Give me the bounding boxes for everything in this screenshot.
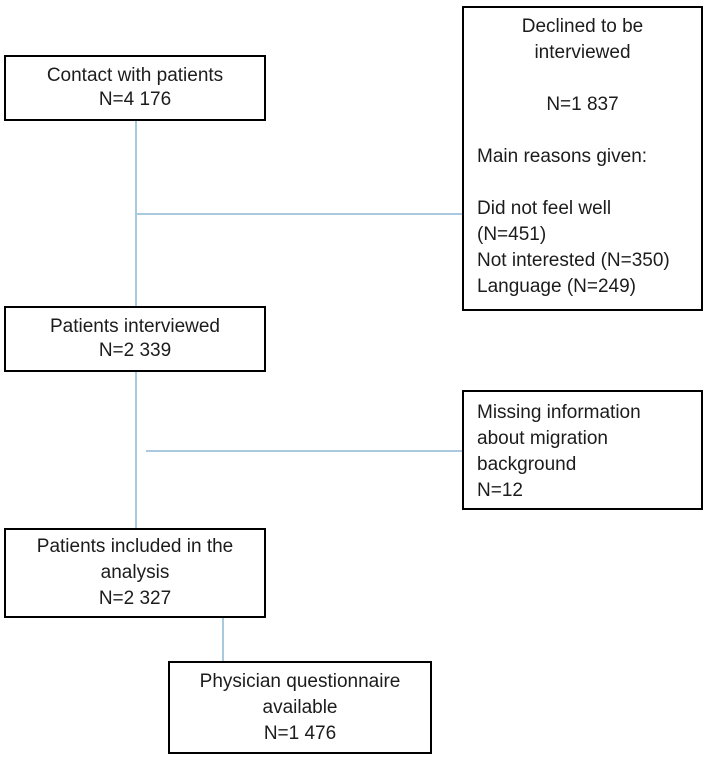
connector-interviewed-to-included: [135, 372, 137, 528]
physician-label-line1: Physician questionnaire: [199, 670, 401, 692]
included-box: [4, 528, 266, 618]
declined-reasons-heading: Main reasons given:: [477, 146, 648, 167]
missing-count: N=12: [477, 480, 523, 501]
interviewed-count: N=2 339: [98, 340, 172, 361]
contact-label: Contact with patients: [46, 65, 224, 86]
declined-reason-3: Language (N=249): [477, 276, 636, 297]
declined-reason-1-line2: (N=451): [477, 224, 547, 245]
contact-count: N=4 176: [98, 89, 172, 110]
declined-label-line1: Declined to be: [521, 16, 644, 37]
missing-info-box: [462, 390, 703, 510]
declined-reason-2: Not interested (N=350): [477, 250, 670, 271]
physician-count: N=1 476: [263, 722, 337, 744]
included-label-line1: Patients included in the: [36, 536, 234, 557]
interviewed-label: Patients interviewed: [49, 316, 221, 337]
physician-label-line2: available: [262, 696, 338, 718]
spacer: [477, 66, 688, 92]
missing-label-line1: Missing information: [477, 402, 641, 423]
declined-count: N=1 837: [546, 94, 619, 115]
included-label-line2: analysis: [100, 562, 170, 583]
physician-questionnaire-box: [168, 661, 432, 754]
spacer: [477, 170, 688, 196]
included-count: N=2 327: [98, 588, 172, 609]
connector-included-to-physician: [222, 618, 224, 661]
interviewed-box: [4, 306, 266, 372]
connector-branch-to-declined: [135, 213, 462, 215]
connector-branch-to-missing: [146, 450, 462, 452]
declined-label-line2: interviewed: [534, 42, 631, 63]
contact-box: [4, 55, 266, 121]
declined-reason-1-line1: Did not feel well: [477, 198, 612, 219]
missing-label-line3: background: [477, 454, 577, 475]
spacer: [477, 118, 688, 144]
declined-box: [462, 6, 703, 311]
missing-label-line2: about migration: [477, 428, 608, 449]
